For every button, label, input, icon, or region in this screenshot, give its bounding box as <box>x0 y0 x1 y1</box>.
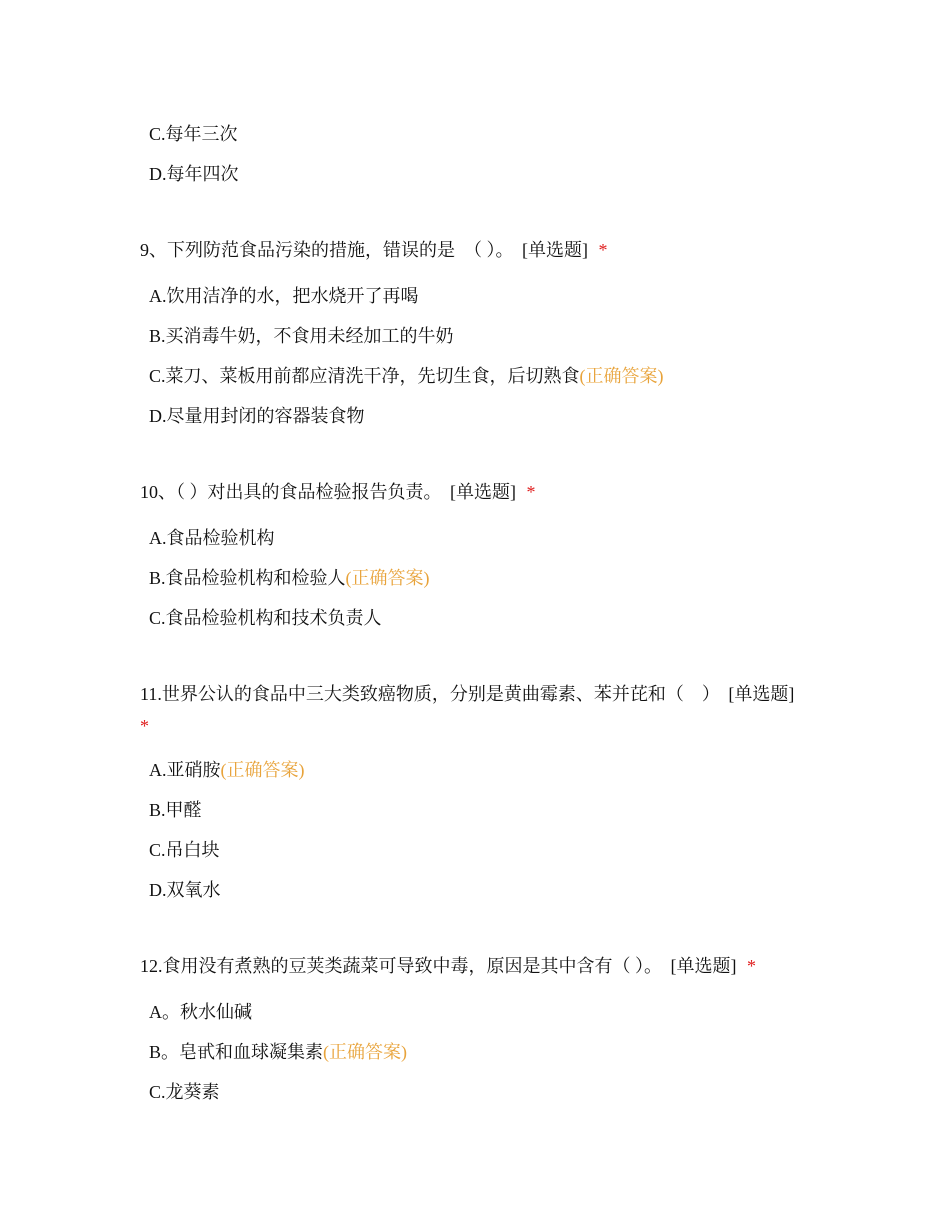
q9-option-d <box>149 404 365 428</box>
question-type-label: [单选题] <box>522 240 588 260</box>
option-text: C.每年三次 <box>149 124 238 144</box>
q11-option-a <box>149 758 305 782</box>
question-type-label: [单选题] <box>670 956 737 976</box>
required-mark: * <box>747 956 756 976</box>
option-text: B.买消毒牛奶，不食用未经加工的牛奶 <box>149 326 454 346</box>
q11-option-d <box>149 878 221 902</box>
prev-option-d <box>149 162 239 186</box>
option-text: C.食品检验机构和技术负责人 <box>149 608 382 628</box>
q9-option-c <box>149 364 664 388</box>
required-mark: * <box>526 482 536 502</box>
option-text: A.食品检验机构 <box>149 528 275 548</box>
q10-option-a <box>149 526 275 550</box>
correct-answer-label: (正确答案) <box>323 1042 408 1062</box>
option-text: D.双氧水 <box>149 880 221 900</box>
option-text: D.每年四次 <box>149 164 239 184</box>
q10-option-c <box>149 606 382 630</box>
q11-option-c <box>149 838 220 862</box>
option-text: D.尽量用封闭的容器装食物 <box>149 406 365 426</box>
q9-option-b <box>149 324 454 348</box>
question-10-title <box>140 480 820 504</box>
q12-option-a <box>149 1000 252 1024</box>
q12-option-b <box>149 1040 407 1064</box>
option-text: A.亚硝胺 <box>149 760 221 780</box>
option-text: B.甲醛 <box>149 800 202 820</box>
q10-option-b <box>149 566 430 590</box>
prev-option-c <box>149 122 238 146</box>
option-text: A。秋水仙碱 <box>149 1002 252 1022</box>
option-text: B.食品检验机构和检验人 <box>149 568 346 588</box>
question-11-title <box>140 682 820 706</box>
option-text: A.饮用洁净的水，把水烧开了再喝 <box>149 286 419 306</box>
correct-answer-label: (正确答案) <box>220 760 305 780</box>
option-text: B。皂甙和血球凝集素 <box>149 1042 324 1062</box>
question-type-label: [单选题] <box>450 482 516 502</box>
question-text: 9、下列防范食品污染的措施，错误的是 （ ）。 <box>140 240 514 260</box>
q9-option-a <box>149 284 419 308</box>
q11-option-b <box>149 798 202 822</box>
question-12-title <box>140 954 820 978</box>
question-9-title <box>140 238 820 262</box>
correct-answer-label: (正确答案) <box>579 366 664 386</box>
correct-answer-label: (正确答案) <box>345 568 430 588</box>
question-text: 11.世界公认的食品中三大类致癌物质，分别是黄曲霉素、苯并芘和（ ） <box>140 684 720 704</box>
option-text: C.吊白块 <box>149 840 220 860</box>
required-mark: * <box>140 716 149 736</box>
question-text: 10、（ ）对出具的食品检验报告负责。 <box>140 482 442 502</box>
q12-option-c <box>149 1080 220 1104</box>
option-text: C.龙葵素 <box>149 1082 220 1102</box>
question-type-label: [单选题] <box>728 684 795 704</box>
option-text: C.菜刀、菜板用前都应清洗干净，先切生食，后切熟食 <box>149 366 580 386</box>
question-text: 12.食用没有煮熟的豆荚类蔬菜可导致中毒，原因是其中含有（ ）。 <box>140 956 662 976</box>
required-mark: * <box>598 240 608 260</box>
